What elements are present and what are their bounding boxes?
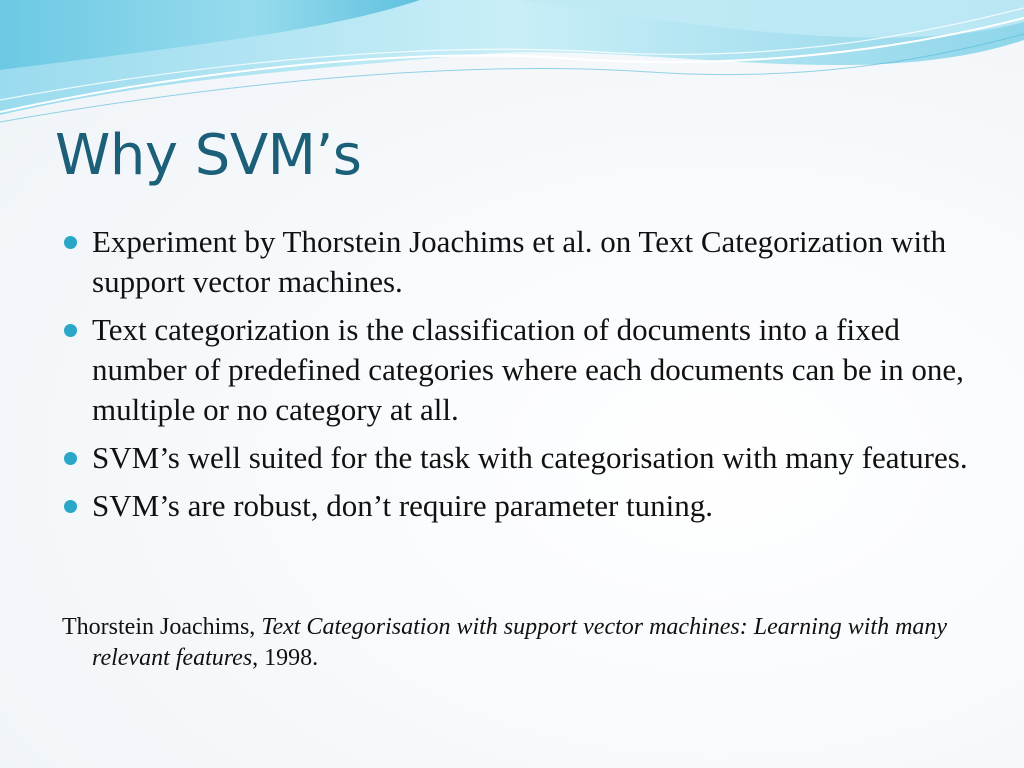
bullet-dot-icon <box>64 236 77 249</box>
citation-work-title: Text Categorisation with support vector machines: Learning with many relevant features <box>92 614 948 671</box>
slide-title: Why SVM’s <box>55 123 362 188</box>
bullet-dot-icon <box>64 324 77 337</box>
bullet-item <box>62 310 972 430</box>
bullet-text: SVM’s are robust, don’t require parameter tuning. <box>92 488 713 523</box>
bullet-list <box>62 222 972 534</box>
bullet-text: Experiment by Thorstein Joachims et al. on Text Categorization with support vector machines. <box>92 224 947 299</box>
decorative-wave-header <box>0 0 1024 130</box>
bullet-text: SVM’s well suited for the task with categorisation with many features. <box>92 440 968 475</box>
citation-author: Thorstein Joachims, <box>62 614 262 640</box>
citation-year: , 1998. <box>252 645 319 671</box>
bullet-dot-icon <box>64 452 77 465</box>
bullet-item <box>62 438 972 478</box>
citation <box>62 612 992 674</box>
bullet-item <box>62 222 972 302</box>
bullet-text: Text categorization is the classification of documents into a fixed number of predefined categories where each documents can be in one, multiple or no category at all. <box>92 312 964 427</box>
bullet-item <box>62 486 972 526</box>
bullet-dot-icon <box>64 500 77 513</box>
